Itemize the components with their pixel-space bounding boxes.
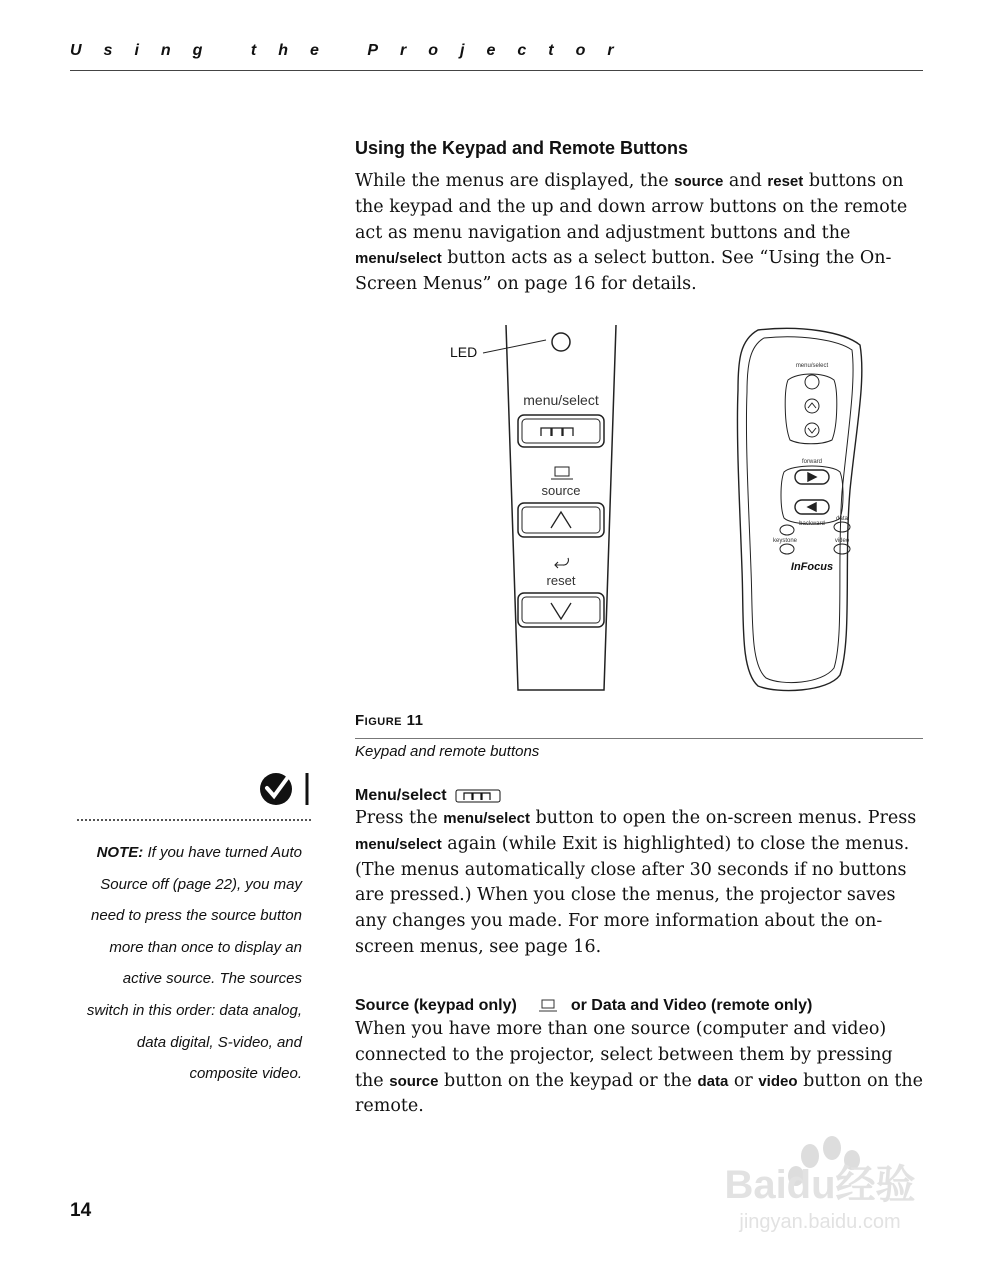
- remote-brand-logo: InFocus: [790, 561, 834, 573]
- remote-illustration: [737, 328, 861, 690]
- note-divider: [77, 819, 311, 821]
- watermark-url: jingyan.baidu.com: [739, 1211, 901, 1233]
- remote-keystone-label: keystone: [772, 538, 798, 544]
- watermark-brand: Baidu经验: [724, 1163, 916, 1207]
- keypad-menu-label: menu/select: [523, 392, 599, 408]
- page-number: 14: [70, 1200, 92, 1221]
- keyword-source: source: [674, 173, 724, 190]
- source-monitor-inline-icon: [533, 999, 563, 1013]
- menu-select-paragraph: Press the menu/select button to open the on-screen menus. Press menu/select again (while Exit is highlighted) to close the menus. (The menus automatically close after 30 seconds if no buttons are pressed.) When you close the menus, the projector saves any changes you made. For more information about the on-screen menus, see page 16.: [355, 808, 917, 957]
- intro-paragraph: While the menus are displayed, the source and reset buttons on the keypad and the up and down arrow buttons on the remote act as menu navigation and adjustment buttons and the menu/select button acts as a select button. See “Using the On-Screen Menus” on page 16 for details.: [355, 171, 908, 295]
- keypad-reset-down-button: [518, 593, 604, 627]
- reset-arrow-icon: [555, 558, 568, 568]
- running-header: [70, 40, 923, 71]
- source-paragraph: When you have more than one source (computer and video) connected to the projector, select between them by pressing the source button on the keypad or the data or video button on the remote.: [355, 1019, 923, 1117]
- remote-data-label: data: [836, 516, 848, 522]
- keypad-illustration: [483, 325, 616, 690]
- figure-keypad-remote: [440, 320, 880, 695]
- keyword-menu-select: menu/select: [355, 250, 442, 268]
- source-monitor-icon: [555, 467, 569, 476]
- note-text: If you have turned Auto Source off (page 22), you may need to press the source button more than once to display an active source. The sources switch in this order: data analog, data digital, S-video, and composite video.: [86, 844, 302, 1083]
- baidu-watermark: [700, 1128, 940, 1238]
- figure-caption: Keypad and remote buttons: [355, 743, 540, 760]
- menu-select-button-icon: [455, 789, 501, 803]
- keypad-reset-label: reset: [546, 573, 576, 588]
- remote-forward-label: forward: [801, 459, 823, 465]
- running-title: Using the Projector: [70, 42, 636, 59]
- keypad-menu-select-button: [518, 415, 604, 447]
- figure-label: Figure 11: [355, 712, 424, 729]
- source-heading: Source (keypad only) or Data and Video (remote only): [355, 997, 813, 1014]
- led-indicator: [552, 333, 570, 351]
- figure-rule: [355, 738, 923, 739]
- sidebar-note: [78, 837, 302, 1090]
- keypad-source-label: source: [541, 483, 581, 498]
- section-title: Using the Keypad and Remote Buttons: [355, 138, 689, 158]
- remote-backward-label: backward: [799, 521, 825, 527]
- keyword-reset: reset: [767, 173, 804, 190]
- remote-video-label: video: [834, 538, 850, 544]
- led-label: LED: [450, 344, 478, 360]
- note-check-icon: [258, 771, 313, 807]
- note-label: NOTE:: [96, 844, 144, 861]
- keypad-source-up-button: [518, 503, 604, 537]
- menu-select-heading: Menu/select: [355, 787, 501, 805]
- remote-menu-label: menu/select: [795, 363, 829, 369]
